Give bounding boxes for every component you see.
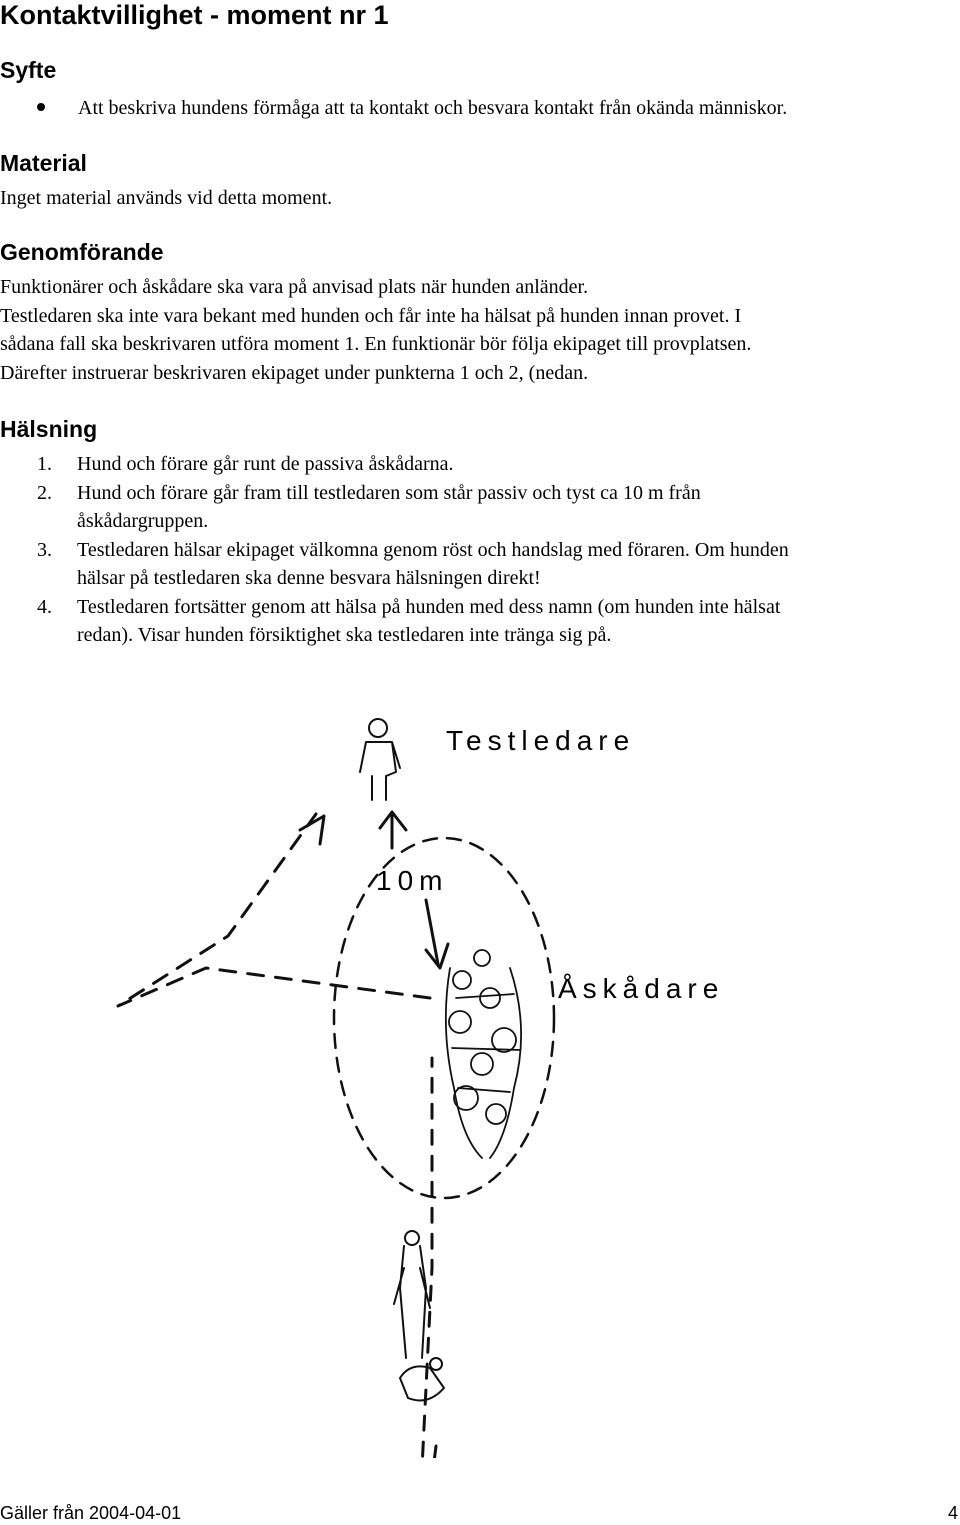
step-number: 2. [37,481,52,504]
step-line: redan). Visar hunden försiktighet ska testledaren inte tränga sig på. [77,624,612,646]
route-dashed-path [425,1446,436,1458]
step-number: 4. [37,595,52,618]
step-line: Hund och förare går runt de passiva åskådarna. [77,453,454,475]
step-number: 3. [37,538,52,561]
step-item [0,450,960,479]
genomforande-line: Därefter instruerar beskrivaren ekipaget under punkterna 1 och 2, (nedan. [0,361,589,384]
genomforande-paragraph [0,273,960,387]
step-item [0,593,960,650]
step-text [77,479,960,536]
step-text [77,450,960,479]
testledare-figure [360,719,400,800]
step-line: Testledaren hälsar ekipaget välkomna genom röst och handslag med föraren. Om hunden [77,538,789,561]
up-arrow [380,812,406,848]
step-line: Hund och förare går fram till testledaren som står passiv och tyst ca 10 m från [77,481,701,504]
step-text [77,593,960,650]
step-text [77,536,960,593]
handler-with-dog-figure [394,1231,444,1400]
step-number: 1. [37,453,52,475]
label-testledare: Testledare [446,725,636,756]
halsning-steps [0,450,960,650]
step-line: åskådargruppen. [77,510,209,532]
label-distance: 10m [376,865,449,896]
down-arrow [426,900,448,968]
genomforande-line: sådana fall ska beskrivaren utföra moment 1. En funktionär bör följa ekipaget till provplatsen. [0,333,752,356]
genomforande-line: Funktionärer och åskådare ska vara på anvisad plats när hunden anländer. [0,276,589,298]
page-number: 4 [947,1503,958,1523]
syfte-bullet-text: Att beskriva hundens förmåga att ta kontakt och besvara kontakt från okända människor. [78,97,788,119]
section-heading-halsning: Hälsning [0,416,98,442]
step-line: Testledaren fortsätter genom att hälsa på hunden med dess namn (om hunden inte hälsat [77,595,781,618]
label-askadare: Åskådare [558,973,725,1004]
step-line: hälsar på testledaren ska denne besvara hälsningen direkt! [77,567,541,589]
spectator-crowd [446,950,521,1158]
section-heading-syfte: Syfte [0,57,57,83]
section-heading-material: Material [0,150,87,176]
genomforande-line: Testledaren ska inte vara bekant med hunden och får inte ha hälsat på hunden innan provet. I [0,304,742,327]
step-item [0,536,960,593]
page-title: Kontaktvillighet - moment nr 1 [0,0,389,30]
section-heading-genomforande: Genomförande [0,239,164,265]
bullet-icon [37,103,45,111]
step-item [0,479,960,536]
footer-validity: Gäller från 2004-04-01 [0,1503,182,1523]
material-text: Inget material används vid detta moment. [0,187,333,209]
test-layout-illustration [110,668,770,1458]
route-dashed-path [118,814,430,1006]
